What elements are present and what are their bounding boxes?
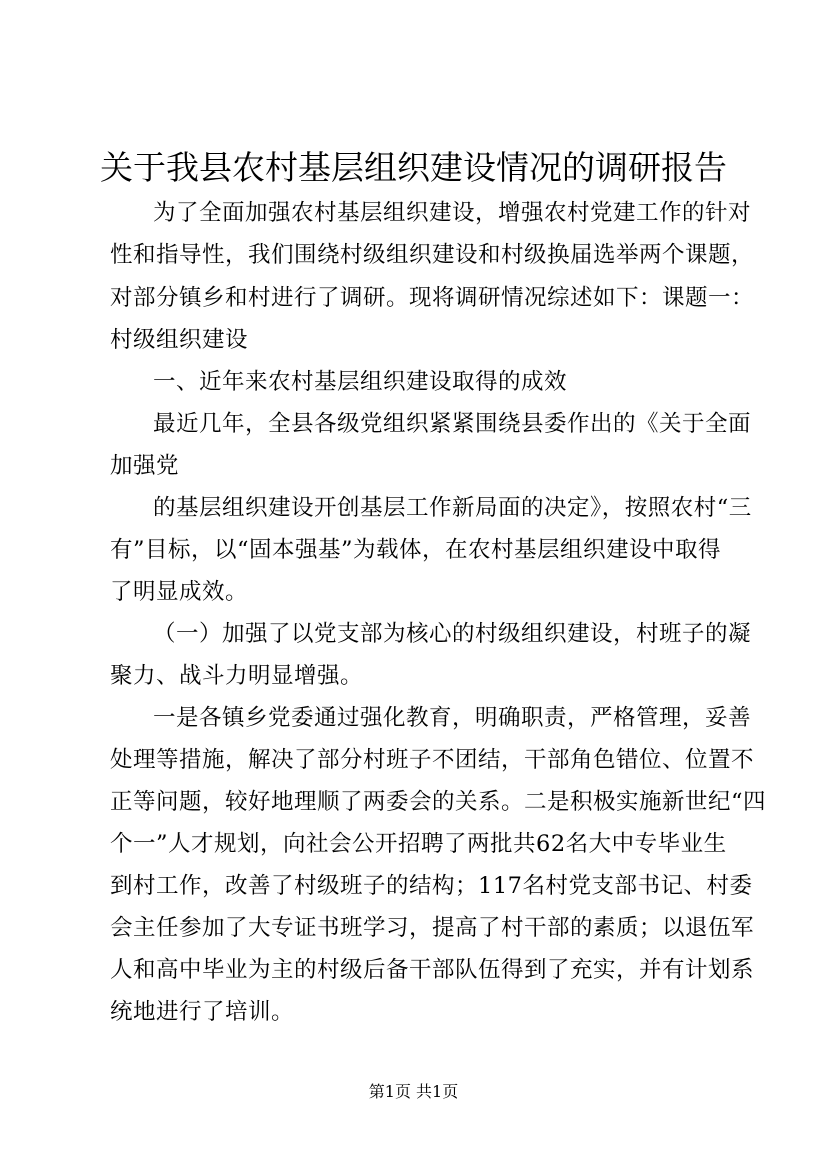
page-footer: 第1页 共1页	[368, 1082, 459, 1101]
body-line: 了明显成效。	[110, 579, 249, 605]
body-line: 到村工作，改善了村级班子的结构；117名村党支部书记、村委	[110, 873, 753, 899]
body-line: 为了全面加强农村基层组织建设，增强农村党建工作的针对	[153, 200, 752, 226]
body-line: 处理等措施，解决了部分村班子不团结，干部角色错位、位置不	[110, 747, 755, 773]
body-line: 一是各镇乡党委通过强化教育，明确职责，严格管理，妥善	[153, 705, 752, 731]
body-line: 有”目标，以“固本强基”为载体，在农村基层组织建设中取得	[110, 537, 722, 563]
section-heading: 一、近年来农村基层组织建设取得的成效	[153, 369, 568, 395]
body-line: 对部分镇乡和村进行了调研。现将调研情况综述如下：课题一：	[110, 285, 755, 311]
document-title: 关于我县农村基层组织建设情况的调研报告	[100, 148, 727, 187]
subsection-heading: （一）加强了以党支部为核心的村级组织建设，村班子的凝	[153, 621, 752, 647]
body-line: 人和高中毕业为主的村级后备干部队伍得到了充实，并有计划系	[110, 957, 755, 983]
body-line: 的基层组织建设开创基层工作新局面的决定》，按照农村“三	[153, 495, 752, 521]
body-line: 聚力、战斗力明显增强。	[110, 663, 364, 689]
body-line: 加强党	[110, 453, 180, 479]
body-line: 会主任参加了大专证书班学习，提高了村干部的素质；以退伍军	[110, 915, 755, 941]
body-line: 最近几年，全县各级党组织紧紧围绕县委作出的《关于全面	[153, 411, 752, 437]
body-line: 村级组织建设	[110, 327, 249, 353]
body-line: 正等问题，较好地理顺了两委会的关系。二是积极实施新世纪“四	[110, 789, 767, 815]
body-line: 个一”人才规划，向社会公开招聘了两批共62名大中专毕业生	[110, 831, 727, 857]
body-line: 统地进行了培训。	[110, 999, 295, 1025]
body-line: 性和指导性，我们围绕村级组织建设和村级换届选举两个课题，	[110, 242, 755, 268]
